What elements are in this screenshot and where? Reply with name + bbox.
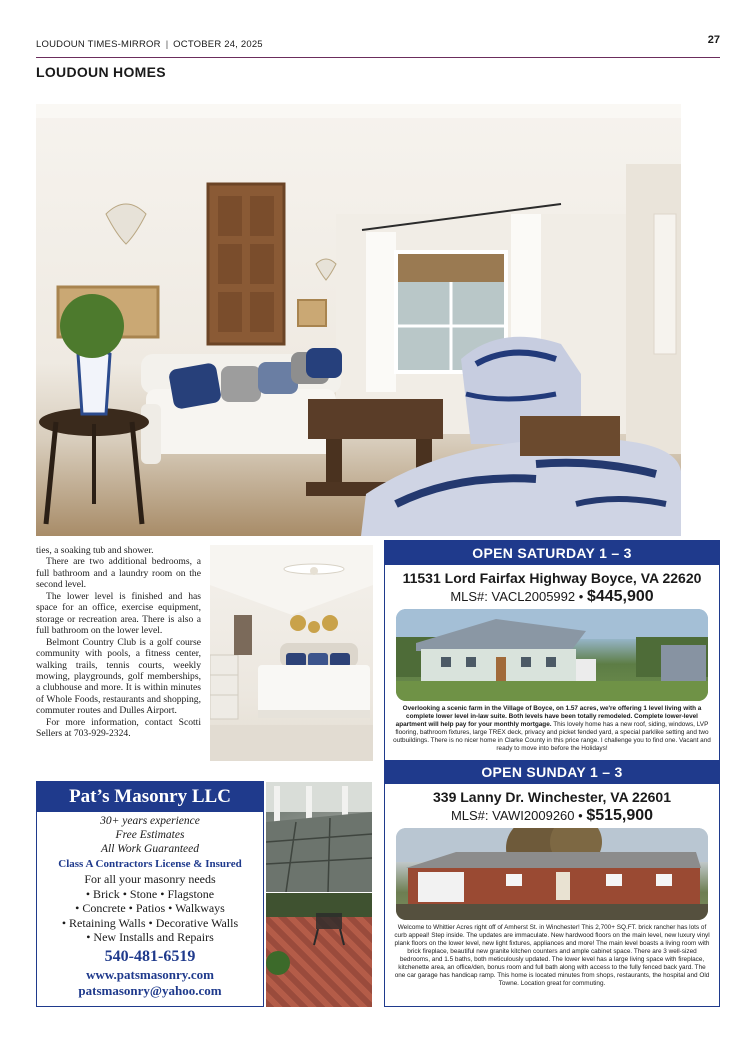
masonry-ad [36,781,264,1007]
listing-price: $515,900 [586,806,654,824]
brick-patio-photo [266,893,372,1007]
section-title: LOUDOUN HOMES [36,64,166,80]
listing-address: 11531 Lord Fairfax Highway Boyce, VA 22620 [402,570,702,586]
services-line: • Brick • Stone • Flagstone [85,886,215,901]
article-paragraph: There are two additional bedrooms, a full bathroom and a laundry room on the second level. [36,556,201,591]
open-house-ad [384,540,720,1007]
page-number: 27 [707,34,720,46]
listing-highlight: Overlooking a scenic farm in the Village of Boyce, on 1.57 acres, we're offering 1 level living with a complete lower level in-law suite. Both levels have been totally remodeled. Complete lower-level apartment will help pay for your monthly mortgage. [395,705,702,729]
listing-description [393,924,711,989]
mls-number: MLS#: VACL2005992 [450,589,576,604]
bullet: • [578,589,584,604]
services-line: • Retaining Walls • Decorative Walls [61,915,239,930]
guarantee-line: All Work Guaranteed [101,843,199,855]
needs-line: For all your masonry needs [84,872,216,886]
article-paragraph: Belmont Country Club is a golf course community with pools, a fitness center, walking trails, tennis courts, weekly mowing, playgrounds, golf memberships, a clubhouse and more. It is within minutes of Whole Foods, restaurants and shopping, commuter routes and Dulles Airport. [36,636,201,717]
masonry-website: www.patsmasonry.com [86,966,214,982]
listing-details: Welcome to Whittier Acres right off of Amherst St. in Winchester! This 2,700+ SQ.FT. brick rancher has lots of curb appeal! Step inside. The updates are immaculate. New hardwood floors on the main level, new luxury vinyl plank floors on the lower level, new light fixtures, appliances and more! The main level boasts a living room with brick fireplace, beautiful new granite kitchen counters and ample cabinet space. There are 3 well-sized bedrooms, and 1.5 baths, both meticulously updated. The lower level has a large living space with fireplace, kitchenette area, an office/den, bonus room and full bath along with access to the fully fenced back yard. The one car garage has handicap ramp. This home is located minutes from shops, restaurants, the hospital and Old Towne. Location great for commuting. [394,923,710,988]
listing-description [393,705,711,754]
open-house-banner: OPEN SATURDAY 1 – 3 [385,541,719,565]
listing-price: $445,900 [586,588,654,605]
masonry-company-name: Pat’s Masonry LLC [37,782,263,812]
article-paragraph: For more information, contact Scotti Sellers at 703-929-2324. [36,716,201,740]
listing-address: 339 Lanny Dr. Winchester, VA 22601 [433,788,671,805]
issue-date: OCTOBER 24, 2025 [173,39,263,50]
open-house-banner: OPEN SUNDAY 1 – 3 [385,760,719,784]
masthead-separator: | [165,39,169,50]
estimates-line: Free Estimates [115,829,185,841]
listing-mls [385,807,719,825]
license-line: Class A Contractors License & Insured [58,858,242,870]
listing-photo [396,828,708,920]
services-line: • Concrete • Patios • Walkways [75,901,225,916]
services-line: • New Installs and Repairs [86,930,214,945]
article-paragraph: The lower level is finished and has space for an office, exercise equipment, storage or recreation area. There is also a full bathroom on the lower level. [36,590,201,637]
bullet: • [578,807,583,823]
experience-line: 30+ years experience [100,815,200,827]
article-body [36,545,201,740]
masonry-phone: 540-481-6519 [104,947,196,965]
masonry-ad-body [37,812,263,999]
article-paragraph: ties, a soaking tub and shower. [36,545,154,556]
masthead [36,32,720,58]
living-room-photo [36,104,681,536]
patio-stone-photo [266,782,372,892]
listing-mls [385,588,719,606]
listing-details: This lovely home has a new roof, siding, windows, LVP flooring, bathroom fixtures, large TREX deck, privacy and picket fended yard, a special parklike setting and two outbuildings. There is no nicer home in Clarke County in this price range. I challenge you to find one. Vacant and ready to move into before the Holidays! [393,721,711,753]
bedroom-photo [210,545,373,761]
masonry-email: patsmasonry@yahoo.com [78,982,222,998]
mls-number: MLS#: VAWI2009260 [450,807,575,823]
newspaper-name: LOUDOUN TIMES-MIRROR [36,39,161,50]
listing-photo [396,609,708,701]
